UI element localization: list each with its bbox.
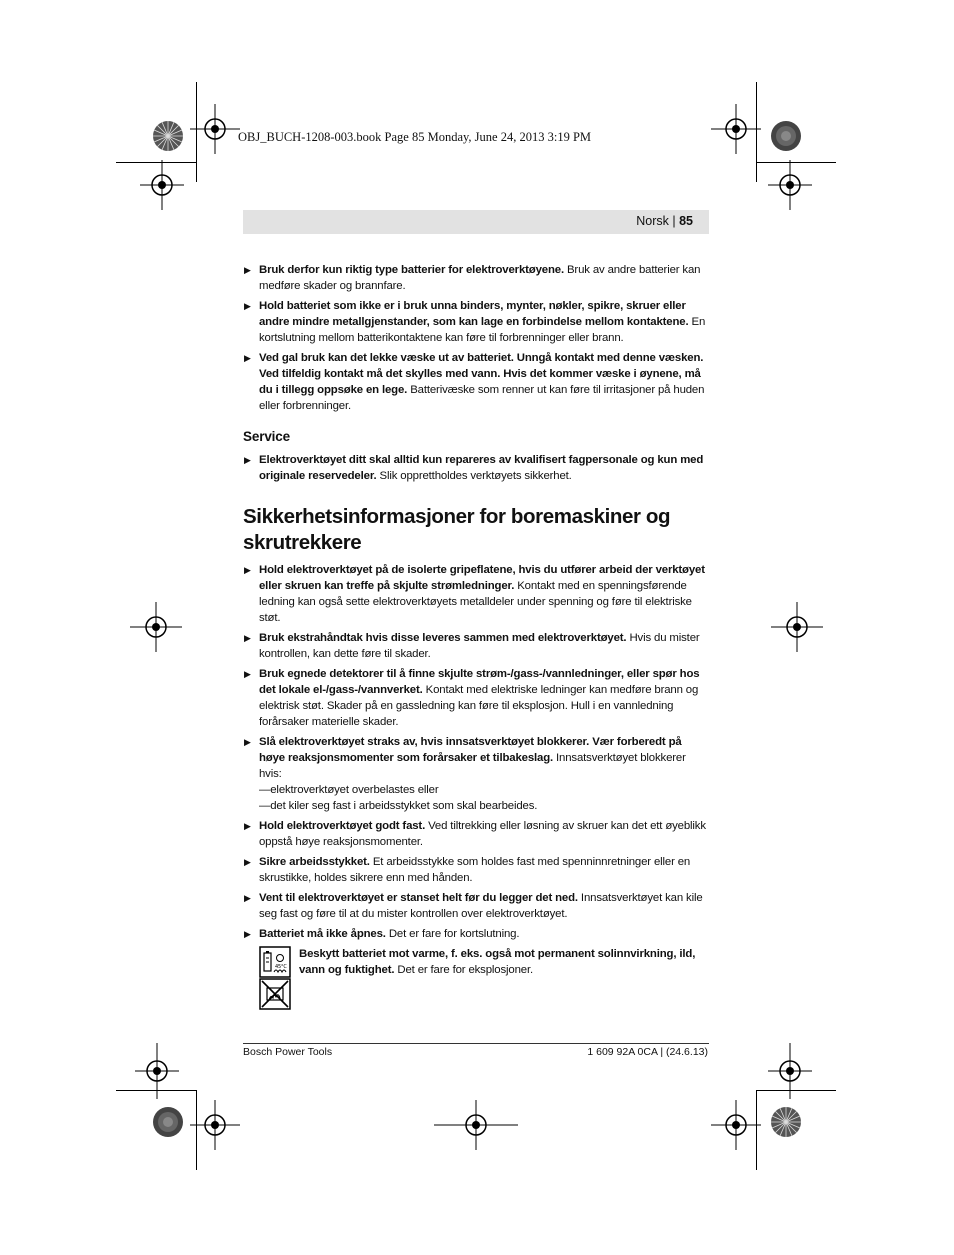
item-bold: Hold elektroverktøyet godt fast.: [259, 820, 426, 832]
item-bold: Bruk derfor kun riktig type batterier for elektroverktøyene.: [259, 264, 564, 276]
list-item: [243, 926, 710, 942]
color-target-icon: [770, 120, 802, 157]
item-bold: Slå elektroverktøyet straks av, hvis innsatsverktøyet blokkerer. Vær forberedt på høye reaksjonsmomenter som forårsaker et tilbakeslag.: [259, 736, 682, 764]
list-item: [243, 350, 710, 414]
list-item: [243, 818, 710, 850]
dash-text: det kiler seg fast i arbeidsstykket som skal bearbeides.: [270, 800, 538, 812]
list-item: [243, 630, 710, 662]
service-heading: Service: [243, 429, 290, 444]
print-slug: OBJ_BUCH-1208-003.book Page 85 Monday, June 24, 2013 3:19 PM: [238, 130, 592, 144]
registration-mark-icon: [434, 1100, 518, 1150]
bullet-arrow-icon: ▶: [244, 565, 251, 575]
header-text: [636, 214, 693, 228]
bullet-arrow-icon: ▶: [244, 455, 251, 465]
dash-glyph: —: [259, 800, 271, 812]
bullet-arrow-icon: ▶: [244, 669, 251, 679]
registration-mark-icon: [135, 1043, 179, 1099]
battery-warning-block: [243, 946, 710, 1012]
bullet-arrow-icon: ▶: [244, 353, 251, 363]
bullet-arrow-icon: ▶: [244, 737, 251, 747]
dash-text: elektroverktøyet overbelastes eller: [270, 784, 439, 796]
bullet-arrow-icon: ▶: [244, 633, 251, 643]
registration-mark-icon: [140, 160, 184, 210]
color-target-icon: [770, 1106, 802, 1143]
registration-mark-icon: [130, 602, 182, 652]
item-text: Ved tiltrekking eller løsning av skruer kan det ett øyeblikk oppstå høye reaksjonsmomenter.: [259, 820, 706, 848]
list-item: [243, 666, 710, 730]
list-item: [243, 854, 710, 886]
item-text: Bruk av andre batterier kan medføre skader og brannfare.: [259, 264, 701, 292]
item-text: Batterivæske som renner ut kan føre til irritasjoner på huden eller forbrenninger.: [259, 384, 705, 412]
item-bold: Bruk egnede detektorer til å finne skjulte strøm-/gass-/vannledninger, eller spør hos det lokale el-/gass-/vannverket.: [259, 668, 700, 696]
registration-mark-icon: [771, 602, 823, 652]
registration-mark-icon: [711, 104, 761, 154]
item-text: Kontakt med elektriske ledninger kan medføre brann og elektrisk støt. Skader på en gassledning kan føre til eksplosjon. Hull i en vannledning forårsaker materielle skader.: [259, 684, 699, 728]
warning-text: Det er fare for eksplosjoner.: [394, 964, 533, 976]
registration-mark-icon: [190, 1100, 240, 1150]
item-text: Innsatsverktøyet kan kile seg fast og føre til at du mister kontrollen over elektroverktøyet.: [259, 892, 703, 920]
item-text: Et arbeidsstykke som holdes fast med spenninnretninger eller en skrustikke, holdes sikrere enn med hånden.: [259, 856, 691, 884]
list-item: [243, 890, 710, 922]
item-text: Hvis du mister kontrollen, kan dette føre til skader.: [259, 632, 700, 660]
bullet-arrow-icon: ▶: [244, 821, 251, 831]
item-bold: Sikre arbeidsstykket.: [259, 856, 370, 868]
color-target-icon: [152, 120, 184, 157]
page-header: [243, 210, 709, 234]
list-item: [243, 562, 710, 626]
warning-bold: Beskytt batteriet mot varme, f. eks. også mot permanent solinnvirkning, ild, vann og fuktighet.: [299, 948, 696, 976]
item-text: En kortslutning mellom batterikontaktene kan føre til forbrenninger eller brann.: [259, 316, 706, 344]
registration-mark-icon: [711, 1100, 761, 1150]
item-bold: Hold batteriet som ikke er i bruk unna binders, mynter, nøkler, spikre, skruer eller andre mindre metallgjenstander, som kan lage en forbindelse mellom kontaktene.: [259, 300, 689, 328]
item-text: Det er fare for kortslutning.: [385, 928, 520, 940]
svg-text:45°C: 45°C: [275, 964, 287, 970]
battery-list: [243, 262, 710, 414]
bullet-arrow-icon: ▶: [244, 857, 251, 867]
item-bold: Elektroverktøyet ditt skal alltid kun repareres av kvalifisert fagpersonale og kun med originale reservedeler.: [259, 454, 704, 482]
registration-mark-icon: [190, 104, 240, 154]
dash-item: [259, 798, 710, 814]
footer-divider: [243, 1043, 709, 1044]
no-fire-water-icon: [259, 978, 291, 1015]
list-item: [243, 734, 710, 814]
item-bold: Bruk ekstrahåndtak hvis disse leveres sammen med elektroverktøyet.: [259, 632, 627, 644]
color-target-icon: [152, 1106, 184, 1143]
dash-glyph: —: [259, 784, 271, 796]
bullet-arrow-icon: ▶: [244, 265, 251, 275]
page-number: 85: [679, 214, 693, 228]
registration-mark-icon: [768, 160, 812, 210]
item-text: Slik opprettholdes verktøyets sikkerhet.: [376, 470, 572, 482]
section-title: Sikkerhetsinformasjoner for boremaskiner og skrutrekkere: [243, 505, 671, 554]
list-item: [243, 262, 710, 294]
page-content: [243, 262, 710, 1012]
registration-mark-icon: [768, 1043, 812, 1099]
header-separator: |: [668, 214, 680, 228]
dash-item: [259, 782, 710, 798]
bullet-arrow-icon: ▶: [244, 929, 251, 939]
item-bold: Ved gal bruk kan det lekke væske ut av batteriet. Unngå kontakt med denne væsken. Ved tilfeldig kontakt må det skylles med vann. Hvis det kommer væske i øynene, må du i tillegg oppsøke en lege.: [259, 352, 704, 396]
item-text: Innsatsverktøyet blokkerer hvis:: [259, 752, 686, 780]
footer-brand: Bosch Power Tools: [243, 1046, 333, 1058]
footer-doc-number: 1 609 92A 0CA | (24.6.13): [587, 1046, 708, 1058]
list-item: [243, 452, 710, 484]
item-text: Kontakt med en spenningsførende ledning kan også sette elektroverktøyets metalldeler under spenning og føre til elektriske støt.: [259, 580, 692, 624]
item-bold: Batteriet må ikke åpnes.: [259, 928, 386, 940]
header-language: Norsk: [636, 214, 669, 228]
list-item: [243, 298, 710, 346]
bullet-arrow-icon: ▶: [244, 301, 251, 311]
item-bold: Hold elektroverktøyet på de isolerte gripeflatene, hvis du utfører arbeid der verktøyet eller skruen kan treffe på skjulte strømledninger.: [259, 564, 705, 592]
item-bold: Vent til elektroverktøyet er stanset helt før du legger det ned.: [259, 892, 578, 904]
bullet-arrow-icon: ▶: [244, 893, 251, 903]
